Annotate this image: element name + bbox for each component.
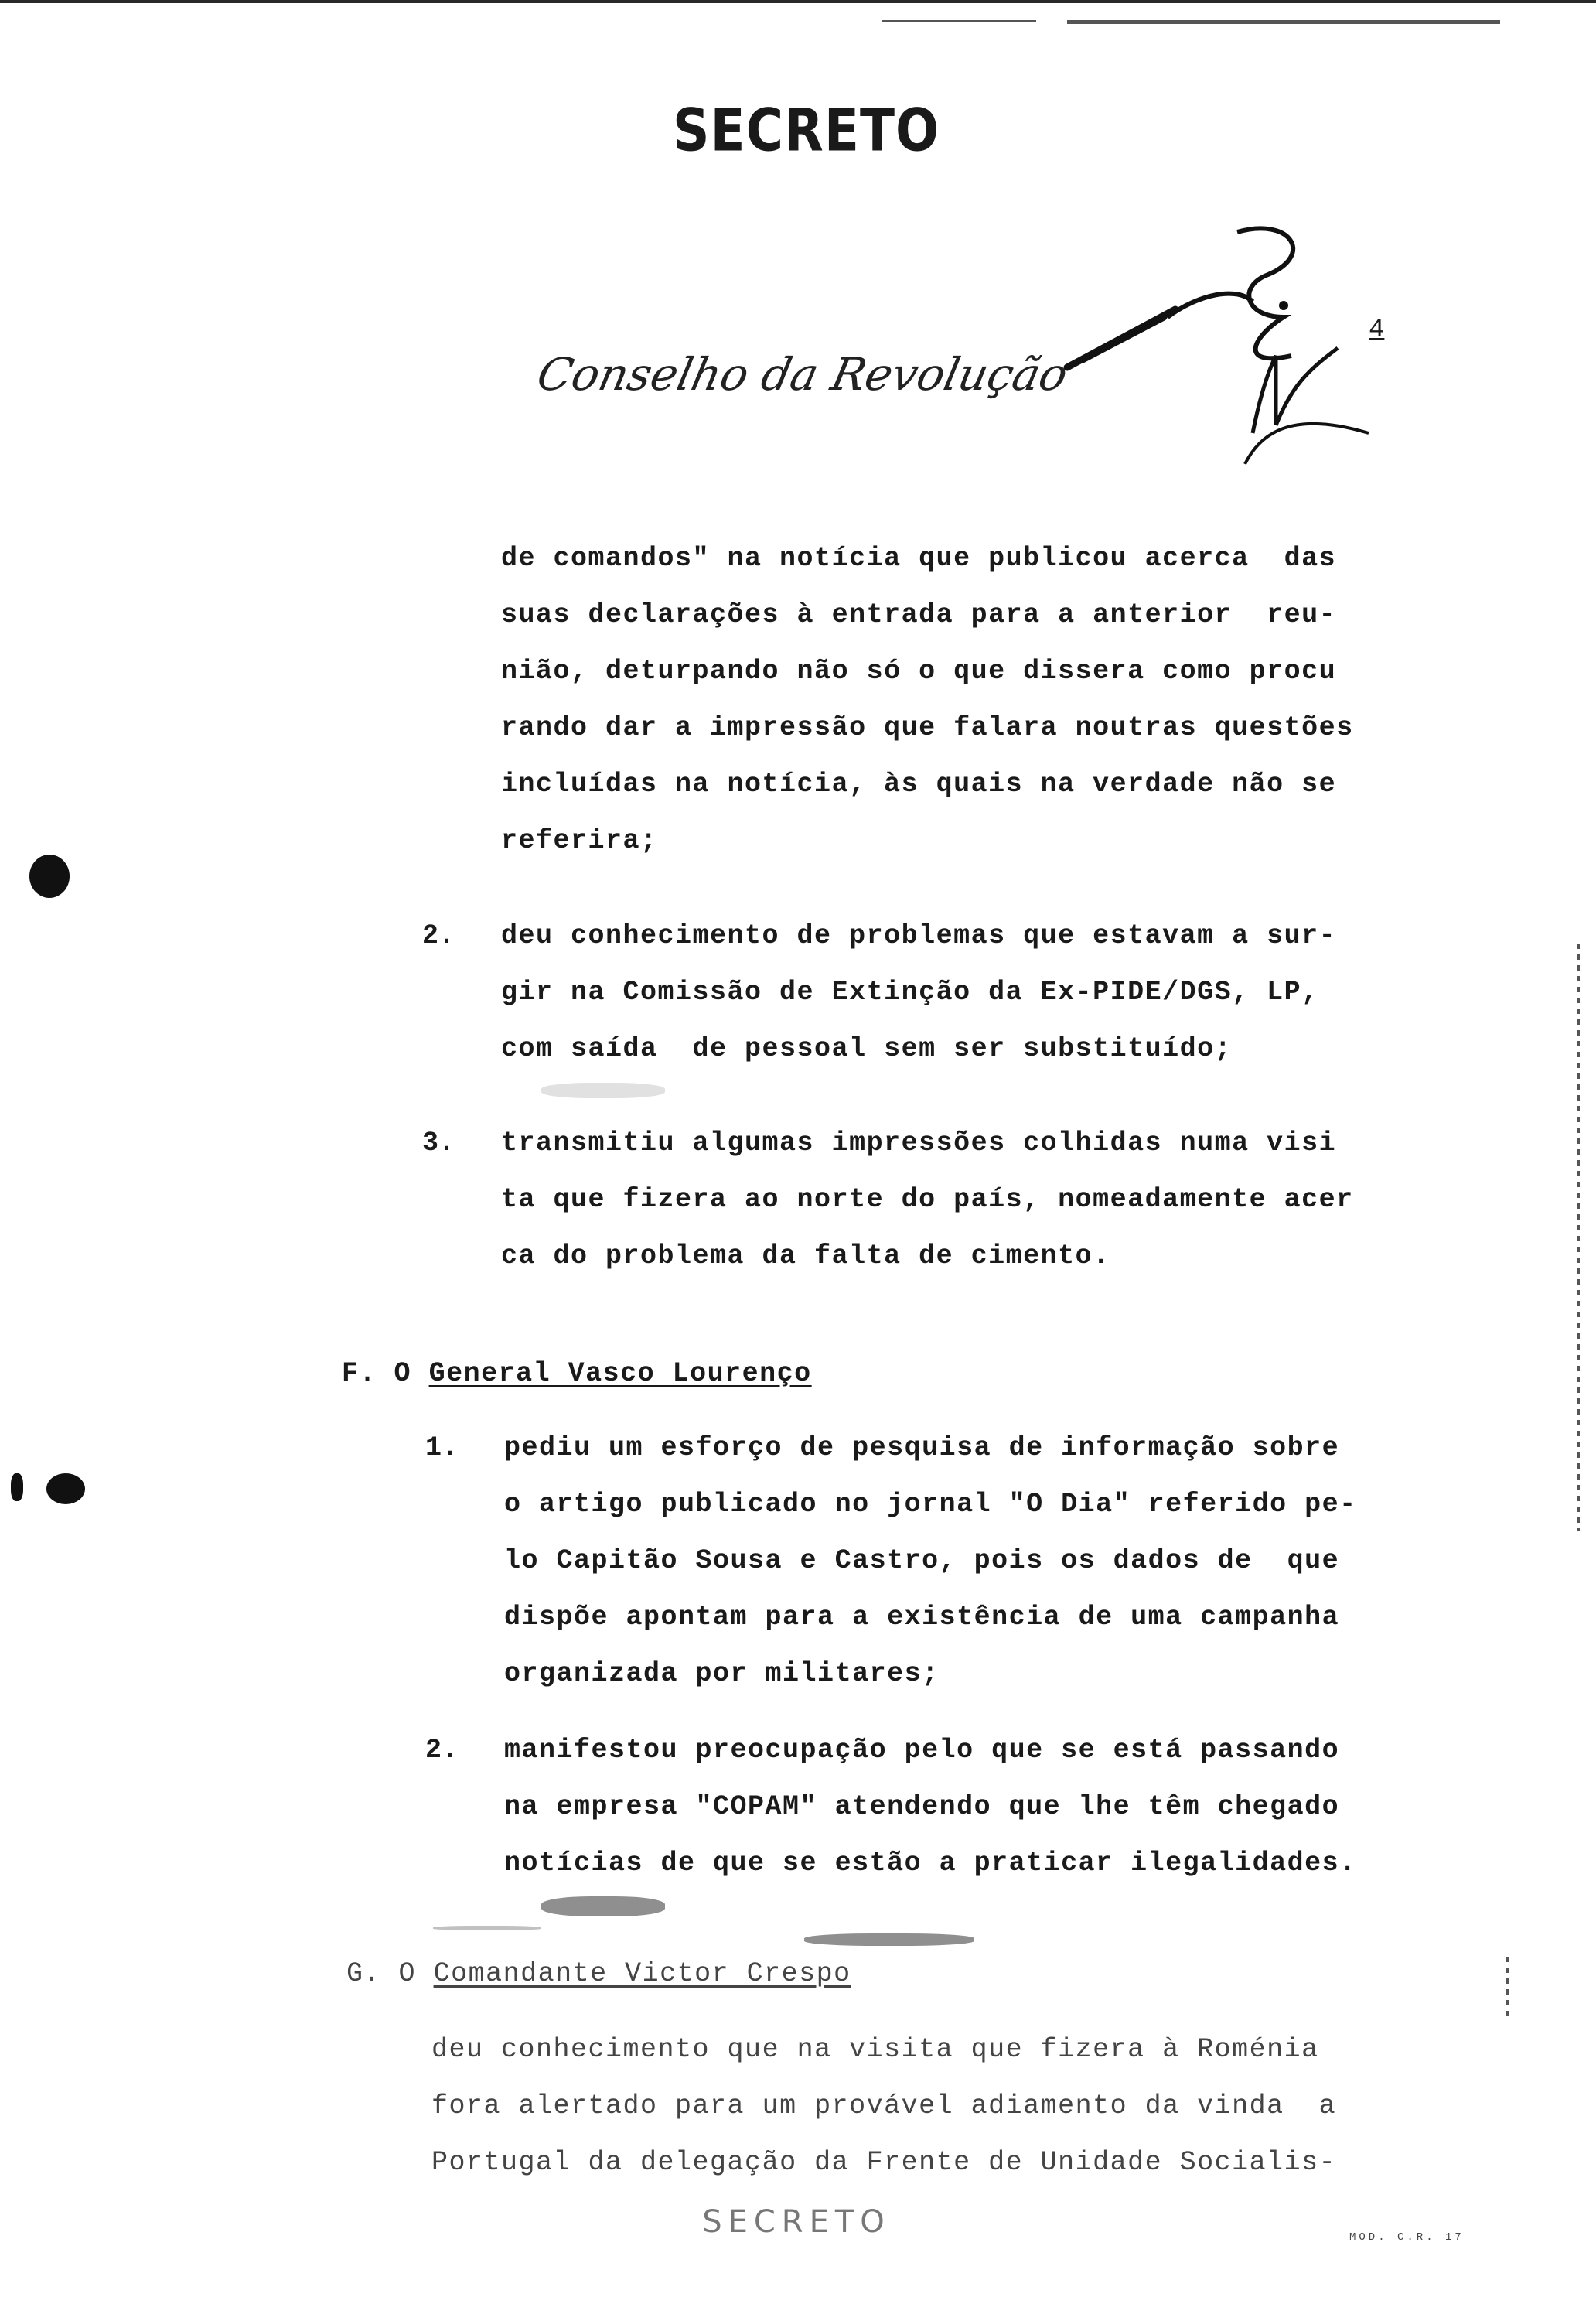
section-f-heading: [342, 1358, 812, 1389]
text-line: deu conhecimento que na visita que fizera à Roménia: [431, 2034, 1319, 2065]
text-line: rando dar a impressão que falara noutras questões: [501, 712, 1354, 743]
item-number: 2.: [425, 1735, 459, 1766]
top-scratch-mark: [882, 20, 1036, 22]
text-line: deu conhecimento de problemas que estavam a sur-: [501, 920, 1337, 951]
form-code: MOD. C.R. 17: [1349, 2231, 1465, 2244]
text-line: manifestou preocupação pelo que se está passando: [504, 1735, 1340, 1766]
punch-hole-mark: [46, 1473, 85, 1504]
text-line: incluídas na notícia, às quais na verdade não se: [501, 769, 1337, 800]
text-line: de comandos" na notícia que publicou acerca das: [501, 543, 1337, 574]
ink-smudge: [541, 1083, 665, 1098]
item-number: 2.: [422, 920, 455, 951]
top-scratch-mark: [1067, 20, 1500, 24]
section-letter: F.: [342, 1358, 377, 1389]
text-line: dispõe apontam para a existência de uma campanha: [504, 1602, 1340, 1633]
section-article: O: [394, 1358, 412, 1389]
text-line: notícias de que se estão a praticar ilegalidades.: [504, 1848, 1357, 1879]
section-title: Comandante Victor Crespo: [433, 1958, 851, 1989]
text-line: com saída de pessoal sem ser substituído;: [501, 1033, 1233, 1064]
ink-smudge: [541, 1896, 665, 1916]
punch-hole-mark: [11, 1473, 23, 1501]
section-title: General Vasco Lourenço: [428, 1358, 812, 1389]
text-line: lo Capitão Sousa e Castro, pois os dados de que: [504, 1545, 1340, 1576]
ink-smudge: [433, 1926, 541, 1930]
text-line: ta que fizera ao norte do país, nomeadamente acer: [501, 1184, 1354, 1215]
text-line: pediu um esforço de pesquisa de informação sobre: [504, 1432, 1340, 1463]
text-line: organizada por militares;: [504, 1658, 940, 1689]
text-line: Portugal da delegação da Frente de Unidade Socialis-: [431, 2147, 1337, 2178]
letterhead: Conselho da Revolução: [532, 348, 1073, 401]
classification-stamp-bottom: SECRETO: [702, 2204, 891, 2240]
text-line: na empresa "COPAM" atendendo que lhe têm chegado: [504, 1791, 1340, 1822]
item-number: 1.: [425, 1432, 459, 1463]
text-line: nião, deturpando não só o que dissera como procu: [501, 656, 1337, 687]
text-line: ca do problema da falta de cimento.: [501, 1241, 1110, 1271]
text-line: gir na Comissão de Extinção da Ex-PIDE/DGS, LP,: [501, 977, 1319, 1008]
text-line: o artigo publicado no jornal "O Dia" referido pe-: [504, 1489, 1357, 1520]
handwritten-signature: [1059, 201, 1384, 480]
margin-edge-mark: [1577, 944, 1580, 1531]
text-line: transmitiu algumas impressões colhidas numa visi: [501, 1128, 1337, 1159]
punch-hole-mark: [29, 855, 70, 898]
ink-smudge: [804, 1933, 974, 1946]
section-article: O: [398, 1958, 417, 1989]
classification-stamp-top: SECRETO: [673, 96, 940, 165]
text-line: suas declarações à entrada para a anterior reu-: [501, 599, 1337, 630]
margin-edge-mark: [1506, 1957, 1509, 2019]
text-line: fora alertado para um provável adiamento da vinda a: [431, 2090, 1337, 2121]
section-g-heading: [346, 1958, 851, 1989]
item-number: 3.: [422, 1128, 455, 1159]
page-number: 4: [1369, 316, 1385, 345]
section-letter: G.: [346, 1958, 382, 1989]
top-border-line: [0, 0, 1596, 3]
text-line: referira;: [501, 825, 658, 856]
